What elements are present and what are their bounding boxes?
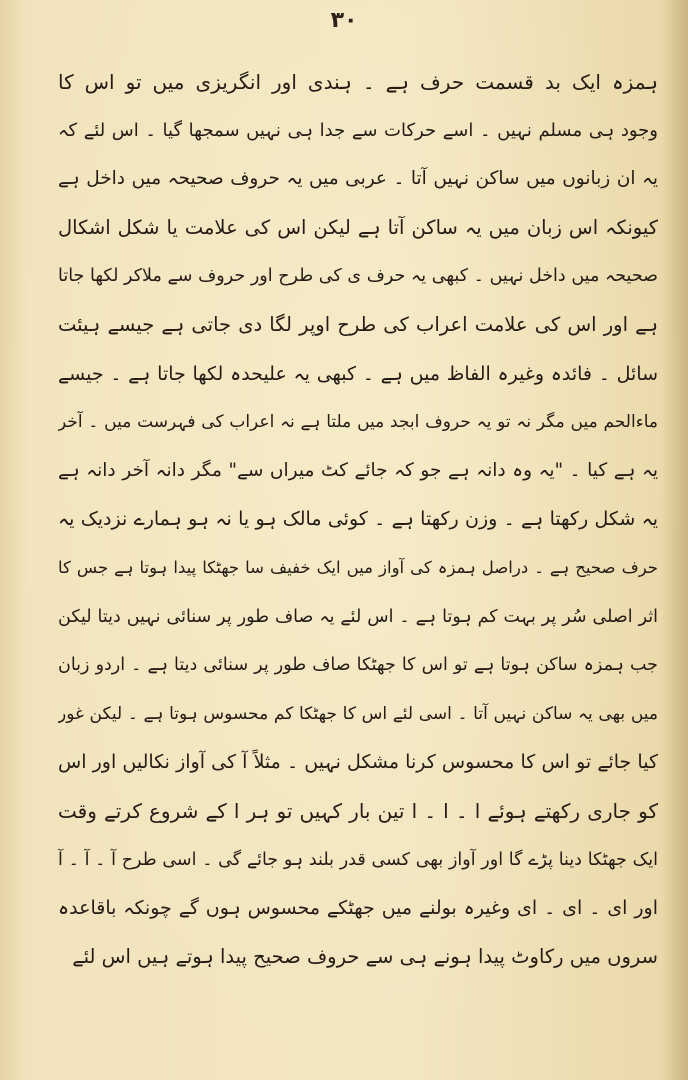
text-line: صحیحہ میں داخل نہیں ۔ کبھی یہ حرف ی کی طرح اور حروف سے ملاکر لکھا جاتا <box>58 266 658 287</box>
text-line: ہے اور اس کی علامت اعراب کی طرح اوپر لگا دی جاتی ہے جیسے ہیئت <box>58 312 658 336</box>
text-line: یہ ہے کیا ۔ "یہ وہ دانہ ہے جو کہ جائے کٹ میراں سے" مگر دانہ آخر دانہ ہے <box>58 459 658 481</box>
text-line: جب ہمزہ ساکن ہوتا ہے تو اس کا جھٹکا صاف طور پر سنائی دیتا ہے ۔ اردو زبان <box>58 655 658 676</box>
text-line: یہ شکل رکھتا ہے ۔ وزن رکھتا ہے ۔ کوئی مالک ہو یا نہ ہو ہمارے نزدیک یہ <box>58 508 658 531</box>
text-line: کیونکہ اس زبان میں یہ ساکن آتا ہے لیکن اس کی علامت یا شکل اشکال <box>58 215 658 239</box>
text-line: سائل ۔ فائدہ وغیرہ الفاظ میں ہے ۔ کبھی یہ علیحدہ لکھا جاتا ہے ۔ جیسے <box>58 362 658 385</box>
text-line: وجود ہی مسلم نہیں ۔ اسے حرکات سے جدا ہی نہیں سمجھا گیا ۔ اس لئے کہ <box>58 119 658 141</box>
text-line: کو جاری رکھتے ہوئے ا ۔ ا ۔ ا تین بار کہیں تو ہر ا کے شروع کرتے وقت <box>58 798 658 823</box>
text-line: میں بھی یہ ساکن نہیں آتا ۔ اسی لئے اس کا جھٹکا کم محسوس ہوتا ہے ۔ لیکن غور <box>58 703 658 724</box>
text-line: کیا جائے تو اس کا محسوس کرنا مشکل نہیں ۔ مثلاً آ کی آواز نکالیں اور اس <box>58 751 658 774</box>
text-line: اور ای ۔ ای ۔ ای وغیرہ بولنے میں جھٹکے محسوس ہوں گے چونکہ باقاعدہ <box>58 897 658 920</box>
text-line: ہمزہ ایک بد قسمت حرف ہے ۔ ہندی اور انگریزی میں تو اس کا <box>58 70 658 94</box>
page-number: ۳۰ <box>330 8 358 33</box>
text-line: حرف صحیح ہے ۔ دراصل ہمزہ کی آواز میں ایک خفیف سا جھٹکا پیدا ہوتا ہے جس کا <box>58 557 658 577</box>
text-line: ماءالحم میں مگر نہ تو یہ حروف ابجد میں ملتا ہے نہ اعراب کی فہرست میں ۔ آخر <box>58 412 658 433</box>
page-edge-shadow <box>662 0 688 1080</box>
page-body <box>58 58 658 1058</box>
text-line: یہ ان زبانوں میں ساکن نہیں آتا ۔ عربی میں یہ حروف صحیحہ میں داخل ہے <box>58 168 658 190</box>
text-line: سروں میں رکاوٹ پیدا ہونے ہی سے حروف صحیح پیدا ہوتے ہیں اس لئے <box>72 944 658 968</box>
text-line: اثر اصلی سُر پر بہت کم ہوتا ہے ۔ اس لئے یہ صاف طور پر سنائی نہیں دیتا لیکن <box>58 606 658 627</box>
text-line: ایک جھٹکا دینا پڑے گا اور آواز بھی کسی قدر بلند ہو جائے گی ۔ اسی طرح آ ۔ آ ۔ آ <box>58 849 658 870</box>
